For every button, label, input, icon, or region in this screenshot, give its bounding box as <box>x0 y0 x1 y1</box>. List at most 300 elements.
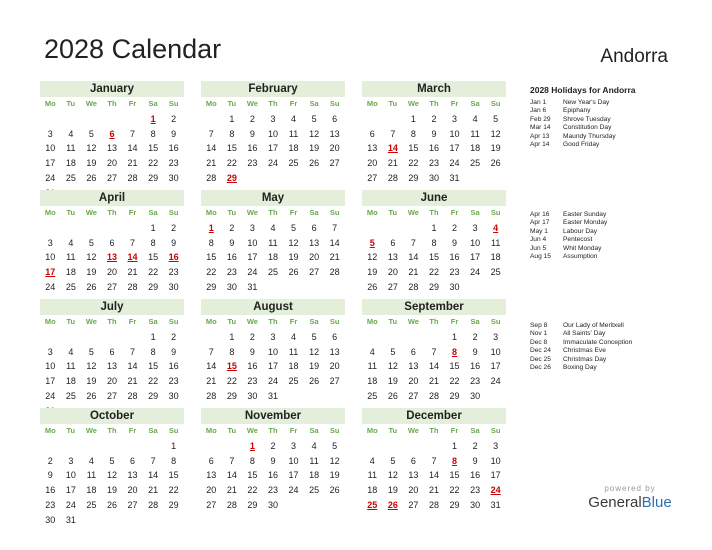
day-cell: 3 <box>270 113 276 124</box>
day-cell: 27 <box>408 499 419 510</box>
day-cell: 8 <box>150 237 156 248</box>
day-cell: 11 <box>309 455 319 466</box>
generalblue-logo[interactable] <box>588 484 672 511</box>
day-cell: 28 <box>206 390 217 401</box>
weekday-label: Fr <box>289 426 298 435</box>
day-cell: 6 <box>410 455 416 466</box>
day-cell: 21 <box>206 376 217 387</box>
holiday-day-cell: 6 <box>109 128 115 139</box>
holiday-day-cell: 14 <box>387 143 398 154</box>
day-cell: 23 <box>168 158 179 169</box>
day-cell: 11 <box>367 470 377 481</box>
empty-day-cell <box>122 221 143 236</box>
day-cell: 1 <box>229 331 235 342</box>
holiday-item <box>530 339 710 347</box>
month-september <box>362 299 506 404</box>
holiday-name: Christmas Eve <box>563 347 606 355</box>
day-cell: 4 <box>68 346 74 357</box>
day-cell: 27 <box>106 390 117 401</box>
day-cell: 10 <box>288 455 299 466</box>
day-cell: 23 <box>428 158 439 169</box>
week-row <box>201 236 345 251</box>
day-cell: 25 <box>490 267 501 278</box>
empty-day-cell <box>222 439 243 454</box>
holiday-date: Jan 6 <box>530 107 547 115</box>
holiday-name: Our Lady of Meritxell <box>563 322 624 329</box>
day-cell: 6 <box>109 346 115 357</box>
day-cell: 12 <box>86 252 97 263</box>
weekday-header <box>40 315 184 330</box>
day-cell: 14 <box>127 143 138 154</box>
day-cell: 8 <box>208 237 214 248</box>
day-cell: 13 <box>329 128 340 139</box>
day-cell: 20 <box>106 267 117 278</box>
week-row <box>362 250 506 265</box>
day-cell: 12 <box>106 470 117 481</box>
day-cell: 23 <box>449 267 460 278</box>
day-cell: 6 <box>410 346 416 357</box>
empty-day-cell <box>81 112 102 127</box>
day-cell: 2 <box>229 222 235 233</box>
holiday-date: Dec 8 <box>530 338 548 346</box>
day-cell: 17 <box>288 470 299 481</box>
day-cell: 27 <box>329 376 340 387</box>
empty-day-cell <box>383 330 404 345</box>
day-cell: 20 <box>408 485 419 496</box>
day-cell: 7 <box>208 346 214 357</box>
week-row <box>201 141 345 156</box>
day-cell: 22 <box>226 376 237 387</box>
day-cell: 18 <box>288 361 299 372</box>
holiday-date: Jun 5 <box>530 244 547 252</box>
holiday-day-cell: 8 <box>452 346 458 357</box>
day-cell: 4 <box>270 222 276 233</box>
day-cell: 28 <box>428 390 439 401</box>
empty-day-cell <box>424 439 445 454</box>
week-row <box>40 389 184 404</box>
week-row <box>40 330 184 345</box>
month-title: May <box>201 190 345 206</box>
day-cell: 27 <box>127 499 138 510</box>
holiday-item <box>530 245 710 253</box>
holiday-name: New Year's Day <box>563 99 610 106</box>
day-cell: 25 <box>65 281 76 292</box>
day-cell: 23 <box>168 376 179 387</box>
empty-day-cell <box>383 221 404 236</box>
holiday-day-cell: 4 <box>493 222 499 233</box>
week-row <box>201 156 345 171</box>
weekday-label: Tu <box>388 426 398 435</box>
week-row <box>362 221 506 236</box>
day-cell: 9 <box>431 128 437 139</box>
day-cell: 20 <box>206 485 217 496</box>
day-cell: 1 <box>150 222 156 233</box>
empty-day-cell <box>40 330 61 345</box>
empty-day-cell <box>424 330 445 345</box>
weekday-label: We <box>85 99 97 108</box>
day-cell: 9 <box>452 237 458 248</box>
day-cell: 23 <box>247 376 258 387</box>
day-cell: 11 <box>288 128 299 139</box>
day-cell: 19 <box>86 158 97 169</box>
week-row <box>40 141 184 156</box>
empty-day-cell <box>61 330 82 345</box>
month-april <box>40 190 184 295</box>
weekday-label: Sa <box>309 99 319 108</box>
weekday-label: We <box>407 99 419 108</box>
week-row <box>40 359 184 374</box>
holiday-name: Constitution Day <box>563 124 612 132</box>
weekday-label: Su <box>490 426 501 435</box>
empty-day-cell <box>122 439 143 454</box>
holiday-item <box>530 107 710 115</box>
weekday-label: Mo <box>205 426 217 435</box>
day-cell: 11 <box>268 237 278 248</box>
day-cell: 21 <box>408 267 419 278</box>
weekday-label: Tu <box>66 317 76 326</box>
day-cell: 28 <box>127 390 138 401</box>
weekday-label: Sa <box>148 208 158 217</box>
logo-brand <box>588 494 672 511</box>
day-cell: 3 <box>472 222 478 233</box>
day-cell: 17 <box>45 158 56 169</box>
week-row <box>40 454 184 469</box>
holiday-item <box>530 364 710 372</box>
day-cell: 14 <box>329 237 340 248</box>
month-february <box>201 81 345 186</box>
day-cell: 10 <box>267 346 278 357</box>
holiday-date: Apr 14 <box>530 141 550 149</box>
holiday-name: Maundy Thursday <box>563 132 616 140</box>
day-cell: 9 <box>472 346 478 357</box>
day-cell: 8 <box>229 128 235 139</box>
week-row <box>201 498 345 513</box>
day-cell: 16 <box>247 361 258 372</box>
weekday-label: Su <box>490 208 501 217</box>
day-cell: 5 <box>311 331 317 342</box>
day-cell: 27 <box>408 390 419 401</box>
weekday-label: Fr <box>128 208 137 217</box>
empty-day-cell <box>383 112 404 127</box>
holidays-title: 2028 Holidays for Andorra <box>530 85 636 95</box>
holiday-item <box>530 133 710 141</box>
week-row <box>362 359 506 374</box>
month-title: September <box>362 299 506 315</box>
day-cell: 30 <box>470 499 481 510</box>
day-cell: 22 <box>168 485 179 496</box>
day-cell: 12 <box>86 143 97 154</box>
week-row <box>201 265 345 280</box>
day-cell: 15 <box>449 361 460 372</box>
day-cell: 31 <box>65 514 76 525</box>
day-cell: 6 <box>130 455 136 466</box>
day-cell: 19 <box>86 267 97 278</box>
holiday-name: Pentecost <box>563 236 593 244</box>
day-cell: 21 <box>428 485 439 496</box>
weekday-label: Tu <box>66 208 76 217</box>
day-cell: 15 <box>148 361 159 372</box>
day-cell: 2 <box>452 222 458 233</box>
week-row <box>362 345 506 360</box>
empty-day-cell <box>143 439 164 454</box>
empty-day-cell <box>102 330 123 345</box>
weekday-label: Su <box>329 426 340 435</box>
day-cell: 5 <box>390 455 396 466</box>
day-cell: 29 <box>206 281 217 292</box>
week-row <box>362 127 506 142</box>
day-cell: 15 <box>408 143 419 154</box>
day-cell: 2 <box>249 113 255 124</box>
day-cell: 25 <box>288 376 299 387</box>
week-row <box>40 468 184 483</box>
day-cell: 29 <box>148 172 159 183</box>
weekday-label: Tu <box>227 426 237 435</box>
holiday-date: Jun 4 <box>530 236 547 244</box>
day-cell: 17 <box>470 252 481 263</box>
day-cell: 19 <box>86 376 97 387</box>
empty-day-cell <box>61 221 82 236</box>
weekday-label: Sa <box>148 317 158 326</box>
holiday-group <box>530 85 710 149</box>
day-cell: 26 <box>106 499 117 510</box>
day-cell: 10 <box>247 237 258 248</box>
day-cell: 16 <box>267 470 278 481</box>
day-cell: 2 <box>47 455 53 466</box>
holiday-name: Good Friday <box>563 141 600 149</box>
weekday-label: Su <box>168 99 179 108</box>
day-cell: 18 <box>86 485 97 496</box>
week-row <box>40 483 184 498</box>
day-cell: 30 <box>247 390 258 401</box>
day-cell: 26 <box>309 158 320 169</box>
week-row <box>362 236 506 251</box>
day-cell: 28 <box>428 499 439 510</box>
day-cell: 16 <box>470 470 481 481</box>
day-cell: 9 <box>171 128 177 139</box>
holiday-name: Easter Monday <box>563 219 608 227</box>
weekday-header <box>40 424 184 439</box>
day-cell: 26 <box>288 267 299 278</box>
empty-day-cell <box>201 439 222 454</box>
holiday-day-cell: 8 <box>452 455 458 466</box>
day-cell: 31 <box>247 281 258 292</box>
day-cell: 6 <box>332 113 338 124</box>
holiday-item <box>530 219 710 227</box>
page-title: 2028 Calendar <box>44 34 222 64</box>
holiday-group <box>530 322 710 372</box>
day-cell: 16 <box>449 252 460 263</box>
day-cell: 8 <box>249 455 255 466</box>
day-cell: 15 <box>206 252 217 263</box>
holiday-day-cell: 16 <box>168 252 179 263</box>
day-cell: 3 <box>452 113 458 124</box>
day-cell: 9 <box>249 346 255 357</box>
day-cell: 21 <box>127 267 138 278</box>
holiday-date: Mar 14 <box>530 124 551 132</box>
day-cell: 8 <box>150 128 156 139</box>
week-row <box>362 156 506 171</box>
day-cell: 28 <box>127 172 138 183</box>
day-cell: 4 <box>291 331 297 342</box>
day-cell: 23 <box>168 267 179 278</box>
day-cell: 14 <box>408 252 419 263</box>
empty-day-cell <box>40 112 61 127</box>
day-cell: 25 <box>470 158 481 169</box>
month-june <box>362 190 506 295</box>
weekday-label: Su <box>490 317 501 326</box>
week-row <box>362 141 506 156</box>
logo-powered-by: powered by <box>604 484 656 493</box>
day-cell: 15 <box>247 470 258 481</box>
day-cell: 22 <box>206 267 217 278</box>
empty-day-cell <box>81 330 102 345</box>
day-cell: 1 <box>229 113 235 124</box>
week-row <box>362 330 506 345</box>
day-cell: 10 <box>470 237 481 248</box>
day-cell: 19 <box>387 485 398 496</box>
day-cell: 20 <box>408 376 419 387</box>
weekday-label: We <box>85 317 97 326</box>
weekday-label: Tu <box>227 208 237 217</box>
day-cell: 15 <box>148 143 159 154</box>
day-cell: 11 <box>288 346 299 357</box>
day-cell: 7 <box>410 237 416 248</box>
weekday-label: We <box>246 317 258 326</box>
day-cell: 17 <box>449 143 460 154</box>
holiday-date: Dec 25 <box>530 355 551 363</box>
day-cell: 12 <box>86 361 97 372</box>
holiday-day-cell: 1 <box>208 222 214 233</box>
day-cell: 8 <box>229 346 235 357</box>
day-cell: 6 <box>390 237 396 248</box>
day-cell: 20 <box>106 376 117 387</box>
day-cell: 17 <box>490 470 501 481</box>
holiday-date: Apr 17 <box>530 219 550 227</box>
day-cell: 19 <box>106 485 117 496</box>
day-cell: 23 <box>267 485 278 496</box>
day-cell: 4 <box>88 455 94 466</box>
day-cell: 30 <box>168 172 179 183</box>
holiday-item <box>530 141 710 149</box>
month-title: January <box>40 81 184 97</box>
day-cell: 28 <box>148 499 159 510</box>
day-cell: 24 <box>490 376 501 387</box>
day-cell: 29 <box>168 499 179 510</box>
week-row <box>362 454 506 469</box>
day-cell: 18 <box>367 376 378 387</box>
country-name: Andorra <box>600 46 668 67</box>
day-cell: 24 <box>449 158 460 169</box>
weekday-label: Sa <box>309 317 319 326</box>
day-cell: 7 <box>390 128 396 139</box>
holiday-item <box>530 124 710 132</box>
week-row <box>201 374 345 389</box>
weekday-label: Mo <box>205 317 217 326</box>
holiday-item <box>530 211 710 219</box>
day-cell: 27 <box>367 172 378 183</box>
empty-day-cell <box>102 112 123 127</box>
holiday-day-cell: 24 <box>490 485 501 496</box>
week-row <box>201 112 345 127</box>
weekday-label: Fr <box>289 317 298 326</box>
weekday-header <box>201 206 345 221</box>
week-row <box>40 439 184 454</box>
day-cell: 19 <box>288 252 299 263</box>
weekday-label: Fr <box>128 426 137 435</box>
day-cell: 12 <box>387 361 398 372</box>
weekday-label: Mo <box>366 426 378 435</box>
day-cell: 30 <box>168 390 179 401</box>
day-cell: 3 <box>47 346 53 357</box>
day-cell: 13 <box>206 470 217 481</box>
day-cell: 4 <box>68 128 74 139</box>
day-cell: 11 <box>66 361 76 372</box>
holiday-date: Apr 16 <box>530 211 550 218</box>
day-cell: 18 <box>288 143 299 154</box>
day-cell: 20 <box>329 143 340 154</box>
empty-day-cell <box>403 221 424 236</box>
holiday-name: Assumption <box>563 253 598 261</box>
day-cell: 16 <box>168 143 179 154</box>
weekday-label: Tu <box>227 317 237 326</box>
weekday-label: Fr <box>450 208 459 217</box>
weekday-header <box>362 315 506 330</box>
day-cell: 22 <box>247 485 258 496</box>
day-cell: 7 <box>130 128 136 139</box>
day-cell: 6 <box>369 128 375 139</box>
day-cell: 2 <box>431 113 437 124</box>
day-cell: 5 <box>88 237 94 248</box>
day-cell: 7 <box>150 455 156 466</box>
day-cell: 11 <box>66 143 76 154</box>
day-cell: 7 <box>431 455 437 466</box>
day-cell: 22 <box>148 376 159 387</box>
month-title: October <box>40 408 184 424</box>
day-cell: 10 <box>449 128 460 139</box>
week-row <box>362 468 506 483</box>
day-cell: 11 <box>470 128 480 139</box>
day-cell: 18 <box>309 470 320 481</box>
empty-day-cell <box>61 439 82 454</box>
holiday-date: Dec 24 <box>530 347 551 355</box>
weekday-label: Th <box>107 317 117 326</box>
month-may <box>201 190 345 295</box>
holiday-day-cell: 17 <box>45 267 56 278</box>
day-cell: 6 <box>208 455 214 466</box>
holiday-item <box>530 228 710 236</box>
weekday-header <box>201 315 345 330</box>
day-cell: 9 <box>270 455 276 466</box>
day-cell: 27 <box>387 281 398 292</box>
day-cell: 30 <box>470 390 481 401</box>
weekday-label: Sa <box>148 99 158 108</box>
day-cell: 3 <box>493 331 499 342</box>
empty-day-cell <box>383 439 404 454</box>
day-cell: 15 <box>168 470 179 481</box>
holiday-date: Aug 15 <box>530 253 551 261</box>
day-cell: 29 <box>148 390 159 401</box>
week-row <box>201 280 345 295</box>
day-cell: 18 <box>267 252 278 263</box>
weekday-label: Th <box>268 426 278 435</box>
day-cell: 30 <box>45 514 56 525</box>
day-cell: 12 <box>387 470 398 481</box>
empty-day-cell <box>40 221 61 236</box>
day-cell: 2 <box>472 440 478 451</box>
holiday-name: Christmas Day <box>563 355 607 363</box>
weekday-label: Tu <box>388 317 398 326</box>
day-cell: 4 <box>311 440 317 451</box>
